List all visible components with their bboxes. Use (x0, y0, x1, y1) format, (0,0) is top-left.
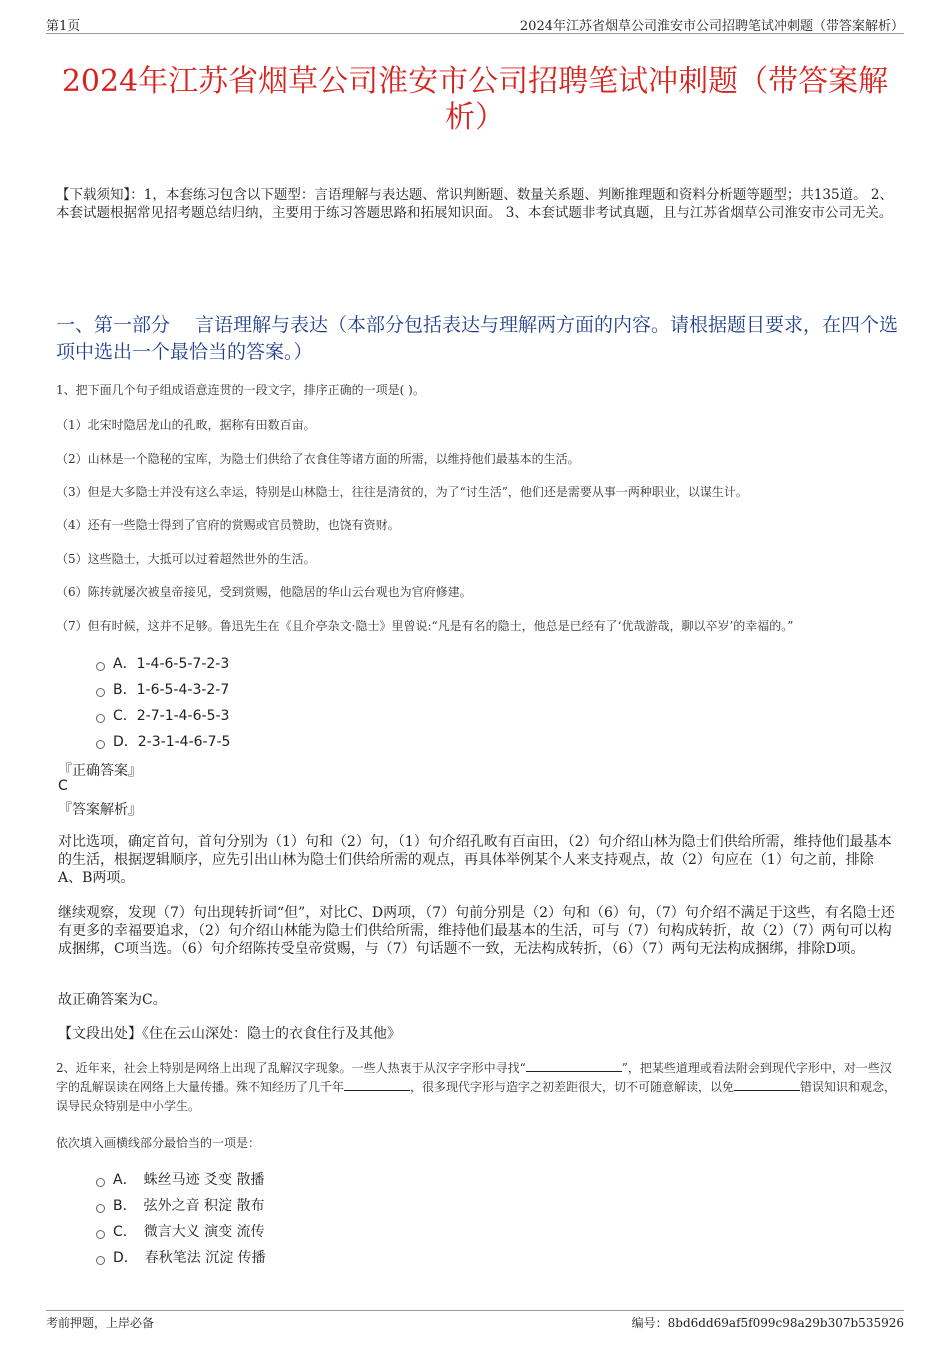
source-note: 【文段出处】《住在云山深处：隐士的衣食住行及其他》 (58, 1026, 401, 1042)
footer-divider (46, 1310, 904, 1311)
answer-label: 『正确答案』 (58, 763, 142, 779)
blank-line (344, 1078, 410, 1091)
analysis-paragraph: 继续观察，发现（7）句出现转折词“但”，对比C、D两项，（7）句前分别是（2）句和（6）句，（7）句介绍不满足于这些，有名隐士还有更多的幸福要追求，（2）句介绍山林能为隐士们供给所需，维持他们最基本的生活，可与（7）句构成转折，故（2）（7）两句可以构成捆绑，C项当选。（6）句介绍陈抟受皇帝赏赐，与（7）句话题不一致，无法构成转折，（6）（7）两句无法构成捆绑，排除D项。 (58, 905, 895, 957)
q1-option-a[interactable]: A．1-4-6-5-7-2-3 (96, 653, 229, 673)
q2-option-b[interactable]: B． 弦外之音 积淀 散布 (96, 1195, 265, 1215)
analysis-paragraph: 对比选项，确定首句，首句分别为（1）句和（2）句，（1）句介绍孔畋有百亩田，（2）句介绍山林为隐士们供给所需，维持他们最基本的生活，根据逻辑顺序，应先引出山林为隐士们供给所需的观点，再具体举例某个人来支持观点，故（2）句应在（1）句之前，排除A、B两项。 (58, 834, 892, 886)
radio-icon[interactable] (96, 1230, 105, 1239)
q2-option-d[interactable]: D． 春秋笔法 沉淀 传播 (96, 1247, 266, 1267)
radio-icon[interactable] (96, 1178, 105, 1187)
blank-line (734, 1078, 800, 1091)
q2-stem: 2、近年来，社会上特别是网络上出现了乱解汉字现象。一些人热衷于从汉字字形中寻找“ ”，把某些道理或看法附会到现代字形中，对一些汉字的乱解误读在网络上大量传播。殊不知经历了几千年 ，很多现代字形与造字之初差距很大，切不可随意解读，以免 错误知识和观念，误导民众特别是中小学生。 (56, 1061, 897, 1113)
radio-icon[interactable] (96, 688, 105, 697)
analysis-conclusion: 故正确答案为C。 (58, 992, 167, 1008)
q1-sentence: （3）但是大多隐士并没有这么幸运，特别是山林隐士，往往是清贫的，为了“讨生活”，他们还是需要从事一两种职业，以谋生计。 (56, 485, 748, 499)
q1-sentence: （6）陈抟就屡次被皇帝接见，受到赏赐，他隐居的华山云台观也为官府修建。 (56, 585, 472, 599)
q1-option-d[interactable]: D．2-3-1-4-6-7-5 (96, 731, 230, 751)
answer-value: C (58, 778, 68, 794)
q1-sentence: （7）但有时候，这并不足够。鲁迅先生在《且介亭杂文·隐士》里曾说:“凡是有名的隐士，他总是已经有了‘优哉游哉，聊以卒岁’的幸福的。” (56, 619, 794, 633)
radio-icon[interactable] (96, 662, 105, 671)
q1-option-c[interactable]: C．2-7-1-4-6-5-3 (96, 705, 229, 725)
header-divider (46, 33, 904, 34)
q1-sentence: （4）还有一些隐士得到了官府的赏赐或官员赞助，也饶有资财。 (56, 518, 400, 532)
blank-line (526, 1059, 622, 1072)
header-page-number: 第1页 (46, 19, 81, 34)
footer-slogan: 考前押题，上岸必备 (46, 1316, 155, 1330)
q2-prompt: 依次填入画横线部分最恰当的一项是： (56, 1136, 261, 1150)
q1-sentence: （1）北宋时隐居龙山的孔畋，据称有田数百亩。 (56, 418, 316, 432)
q2-option-a[interactable]: A． 蛛丝马迹 爻变 散播 (96, 1169, 264, 1189)
q1-sentence: （2）山林是一个隐秘的宝库，为隐士们供给了衣食住等诸方面的所需，以维持他们最基本的生活。 (56, 452, 580, 466)
q1-stem: 1、把下面几个句子组成语意连贯的一段文字，排序正确的一项是( )。 (56, 383, 425, 397)
footer-serial: 编号：8bd6dd69af5f099c98a29b307b535926 (631, 1316, 904, 1330)
q1-option-b[interactable]: B．1-6-5-4-3-2-7 (96, 679, 229, 699)
radio-icon[interactable] (96, 714, 105, 723)
radio-icon[interactable] (96, 740, 105, 749)
download-notice: 【下载须知】：1，本套练习包含以下题型：言语理解与表达题、常识判断题、数量关系题、判断推理题和资料分析题等题型；共135道。 2、本套试题根据常见招考题总结归纳，主要用于练习答题思路和拓展知识面。 3、本套试题非考试真题，且与江苏省烟草公司淮安市公司无关。 (56, 187, 893, 221)
header-doc-title: 2024年江苏省烟草公司淮安市公司招聘笔试冲刺题（带答案解析） (519, 19, 904, 34)
q2-option-c[interactable]: C． 微言大义 演变 流传 (96, 1221, 265, 1241)
radio-icon[interactable] (96, 1204, 105, 1213)
q1-sentence: （5）这些隐士，大抵可以过着超然世外的生活。 (56, 552, 316, 566)
page-title: 2024年江苏省烟草公司淮安市公司招聘笔试冲刺题（带答案解析） (61, 64, 889, 136)
section-heading: 一、第一部分 言语理解与表达（本部分包括表达与理解两方面的内容。请根据题目要求，在四个选项中选出一个最恰当的答案。） (56, 314, 899, 363)
analysis-label: 『答案解析』 (58, 802, 142, 818)
radio-icon[interactable] (96, 1256, 105, 1265)
